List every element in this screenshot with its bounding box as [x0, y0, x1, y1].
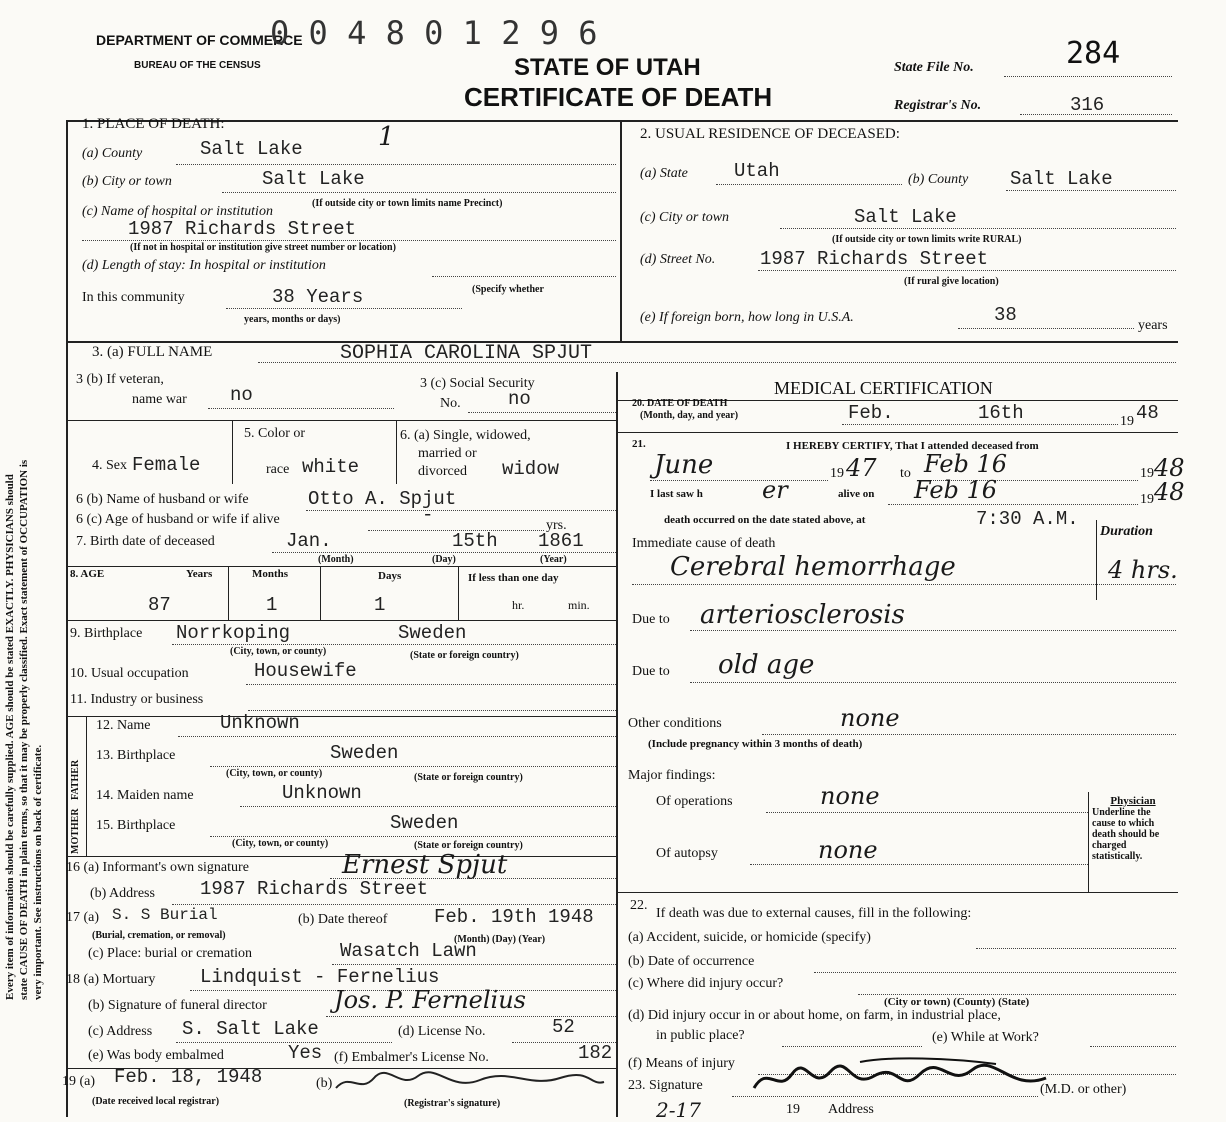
- state-file-number: 284: [1066, 36, 1121, 71]
- signature-date-prefix: 19: [786, 1102, 800, 1117]
- death-date-label-2: (Month, day, and year): [640, 410, 739, 421]
- informant-label: 16 (a) Informant's own signature: [66, 860, 249, 875]
- res-street-note: (If rural give location): [904, 276, 999, 287]
- res-street-value: 1987 Richards Street: [760, 248, 989, 270]
- occurrence-label: (b) Date of occurrence: [628, 954, 755, 969]
- physician-note: Underline the cause to which death should be charged statistically.: [1092, 807, 1160, 862]
- occupation-label: 10. Usual occupation: [70, 666, 189, 681]
- marital-label-2: married or: [418, 446, 477, 461]
- city-note: (If outside city or town limits name Precinct): [312, 198, 503, 209]
- sex-value: Female: [132, 454, 201, 476]
- burial-date-value: Feb. 19th 1948: [434, 906, 594, 928]
- year-note: (Year): [540, 554, 567, 565]
- margin-instructions-3: very important. See instructions on back of certificate.: [32, 744, 44, 1000]
- or-other-label: (M.D. or other): [1040, 1082, 1127, 1097]
- immediate-label: Immediate cause of death: [632, 536, 776, 551]
- race-label: race: [266, 462, 290, 477]
- burial-label: 17 (a): [66, 910, 100, 925]
- autopsy-label: Of autopsy: [656, 846, 718, 861]
- month-note: (Month): [318, 554, 354, 565]
- where-label: (c) Where did injury occur?: [628, 976, 784, 991]
- attended-to: Feb 16: [924, 450, 1008, 478]
- age-years-col: Years: [186, 568, 213, 580]
- external-label: If death was due to external causes, fill in the following:: [656, 906, 972, 921]
- informant-signature: Ernest Spjut: [342, 850, 508, 880]
- frame-left: [66, 120, 68, 1117]
- public-place-label: in public place?: [656, 1028, 745, 1043]
- yrs-label: yrs.: [546, 518, 567, 533]
- spouse-value: Otto A. Spjut: [308, 488, 457, 510]
- foreign-label: (e) If foreign born, how long in U.S.A.: [640, 310, 854, 325]
- father-birthplace-label: 13. Birthplace: [96, 748, 176, 763]
- father-state-note: (State or foreign country): [414, 772, 523, 783]
- operations-value: none: [820, 782, 880, 810]
- color-label: 5. Color or: [244, 426, 306, 441]
- attended-to-prefix: 19: [1140, 466, 1154, 481]
- registrar-sig-label: (b): [316, 1076, 333, 1091]
- informant-address-value: 1987 Richards Street: [200, 878, 429, 900]
- hospital-label: (c) Name of hospital or institution: [82, 204, 273, 219]
- day-note: (Day): [432, 554, 456, 565]
- mortuary-label: 18 (a) Mortuary: [66, 972, 156, 987]
- external-num: 22.: [630, 898, 648, 913]
- other-value: none: [840, 704, 900, 732]
- res-state-value: Utah: [734, 160, 780, 182]
- birth-month: Jan.: [286, 530, 332, 552]
- hr-label: hr.: [512, 598, 525, 612]
- due1-label: Due to: [632, 612, 670, 627]
- registrar-signature-scribble: [330, 1064, 610, 1102]
- alive-prefix: 19: [1140, 492, 1154, 507]
- means-label: (f) Means of injury: [628, 1056, 735, 1071]
- operations-label: Of operations: [656, 794, 733, 809]
- mother-state-note: (State or foreign country): [414, 840, 523, 851]
- res-city-label: (c) City or town: [640, 210, 730, 225]
- age-days-value: 1: [374, 594, 386, 616]
- community-value: 38 Years: [272, 286, 364, 308]
- age-years-value: 87: [148, 594, 171, 616]
- veteran-war-label: name war: [132, 392, 187, 407]
- marital-label-1: 6. (a) Single, widowed,: [400, 428, 531, 443]
- res-city-note: (If outside city or town limits write RURAL): [832, 234, 1022, 245]
- physician-note-title: Physician: [1110, 795, 1156, 807]
- dept-name: DEPARTMENT OF COMMERCE: [96, 32, 303, 48]
- bp-city-note: (City, town, or county): [230, 646, 327, 657]
- death-month-value: Feb.: [848, 402, 894, 424]
- serial-number: 0 0 4 8 0 1 2 9 6: [270, 14, 598, 52]
- res-county-label: (b) County: [908, 172, 969, 187]
- full-name-label: 3. (a) FULL NAME: [92, 344, 213, 360]
- registrar-label: Registrar's No.: [894, 98, 982, 113]
- father-side-label: FATHER: [70, 759, 81, 800]
- embalmer-label: (f) Embalmer's License No.: [334, 1050, 489, 1065]
- sex-label: 4. Sex: [92, 458, 127, 473]
- spouse-age-value: -: [422, 504, 434, 526]
- marital-label-3: divorced: [418, 464, 467, 479]
- mother-side-label: MOTHER: [70, 808, 81, 854]
- father-name-value: Unknown: [220, 712, 300, 734]
- immediate-cause: Cerebral hemorrhage: [670, 552, 956, 582]
- father-name-label: 12. Name: [96, 718, 151, 733]
- margin-instructions-1: Every item of information should be carefully supplied. AGE should be stated EXACTLY. PHYSICIANS should: [4, 474, 16, 1000]
- other-note: (Include pregnancy within 3 months of death): [648, 738, 863, 750]
- specify-note: (Specify whether: [472, 284, 544, 295]
- signature-address-label: Address: [828, 1102, 874, 1117]
- immediate-duration: 4 hrs.: [1108, 556, 1178, 584]
- ss-label: 3 (c) Social Security: [420, 376, 535, 391]
- state-title: STATE OF UTAH: [514, 54, 701, 81]
- major-findings-label: Major findings:: [628, 768, 716, 783]
- death-hospital-value: 1987 Richards Street: [128, 218, 357, 240]
- veteran-label: 3 (b) If veteran,: [76, 372, 164, 387]
- received-note: (Date received local registrar): [92, 1096, 220, 1107]
- place-of-death-heading: 1. PLACE OF DEATH:: [82, 116, 225, 132]
- embalmer-value: 182: [578, 1042, 613, 1064]
- registrar-number: 316: [1070, 94, 1105, 116]
- ss-no-label: No.: [440, 396, 461, 411]
- mort-address-label: (c) Address: [88, 1024, 153, 1039]
- autopsy-value: none: [818, 836, 878, 864]
- age-days-col: Days: [378, 570, 402, 582]
- city-label: (b) City or town: [82, 174, 172, 189]
- alive-on-label: alive on: [838, 488, 875, 500]
- license-label: (d) License No.: [398, 1024, 486, 1039]
- other-label: Other conditions: [628, 716, 722, 731]
- death-year-prefix: 19: [1120, 414, 1134, 429]
- residence-heading: 2. USUAL RESIDENCE OF DECEASED:: [640, 126, 900, 142]
- death-date-label-1: 20. DATE OF DEATH: [632, 398, 728, 409]
- frame-top: [66, 120, 1178, 122]
- injury-home-label: (d) Did injury occur in or about home, on farm, in industrial place,: [628, 1008, 1001, 1023]
- embalmed-label: (e) Was body embalmed: [88, 1048, 224, 1063]
- age-months-col: Months: [252, 568, 289, 580]
- res-state-label: (a) State: [640, 166, 688, 181]
- certify-num: 21.: [632, 438, 646, 450]
- signature-date: 2-17: [656, 1098, 701, 1122]
- alive-on-value: Feb 16: [914, 476, 998, 504]
- industry-label: 11. Industry or business: [70, 692, 204, 707]
- physician-signature-scribble: [750, 1054, 1050, 1104]
- last-saw-value: er: [762, 476, 788, 504]
- divider-h1: [66, 341, 1178, 343]
- certify-text: I HEREBY CERTIFY, That I attended deceased from: [786, 440, 1039, 452]
- alive-year: 48: [1154, 478, 1185, 506]
- res-county-value: Salt Lake: [1010, 168, 1113, 190]
- death-day-value: 16th: [978, 402, 1024, 424]
- veteran-value: no: [230, 384, 253, 406]
- death-city-value: Salt Lake: [262, 168, 365, 190]
- birth-day: 15th: [452, 530, 498, 552]
- embalmed-value: Yes: [288, 1042, 323, 1064]
- received-label: 19 (a): [62, 1074, 96, 1089]
- signature-label: 23. Signature: [628, 1078, 703, 1093]
- informant-address-label: (b) Address: [90, 886, 155, 901]
- bureau-name: BUREAU OF THE CENSUS: [134, 60, 261, 71]
- burial-date-note: (Month) (Day) (Year): [454, 934, 546, 945]
- birth-date-label: 7. Birth date of deceased: [76, 534, 215, 549]
- last-saw-label: I last saw h: [650, 488, 703, 500]
- mother-birthplace-label: 15. Birthplace: [96, 818, 176, 833]
- spouse-label: 6 (b) Name of husband or wife: [76, 492, 249, 507]
- burial-date-label: (b) Date thereof: [298, 912, 388, 927]
- director-signature: Jos. P. Fernelius: [334, 986, 526, 1014]
- burial-value: S. S Burial: [112, 906, 218, 924]
- while-at-work-label: (e) While at Work?: [932, 1030, 1039, 1045]
- birthplace-label: 9. Birthplace: [70, 626, 143, 641]
- attended-from-prefix: 19: [830, 466, 844, 481]
- due2-label: Due to: [632, 664, 670, 679]
- mother-city-note: (City, town, or county): [232, 838, 329, 849]
- margin-instructions-2: state CAUSE OF DEATH in plain terms, so that it may be properly classified. Exact statement of OCCUPATION is: [18, 459, 30, 1000]
- due2-value: old age: [718, 650, 815, 680]
- director-label: (b) Signature of funeral director: [88, 998, 267, 1013]
- birth-year: 1861: [538, 530, 584, 552]
- mother-name-label: 14. Maiden name: [96, 788, 194, 803]
- race-value: white: [302, 456, 360, 478]
- received-value: Feb. 18, 1948: [114, 1066, 263, 1088]
- res-city-value: Salt Lake: [854, 206, 957, 228]
- age-label: 8. AGE: [70, 568, 105, 580]
- city-county-state-note: (City or town) (County) (State): [884, 996, 1030, 1008]
- attended-from-year: 47: [846, 454, 877, 482]
- divider-top: [620, 120, 622, 342]
- accident-label: (a) Accident, suicide, or homicide (specify): [628, 930, 871, 945]
- father-birthplace-value: Sweden: [330, 742, 399, 764]
- occupation-value: Housewife: [254, 660, 357, 682]
- community-label: In this community: [82, 290, 185, 305]
- due1-value: arteriosclerosis: [700, 600, 905, 630]
- res-street-label: (d) Street No.: [640, 252, 716, 267]
- death-year-value: 48: [1136, 402, 1159, 424]
- duration-label: Duration: [1100, 524, 1153, 539]
- full-name-value: SOPHIA CAROLINA SPJUT: [340, 342, 593, 365]
- to-label: to: [900, 466, 911, 481]
- marital-value: widow: [502, 458, 560, 480]
- mort-address-value: S. Salt Lake: [182, 1018, 319, 1040]
- attended-from: June: [654, 450, 714, 480]
- burial-place-label: (c) Place: burial or cremation: [88, 946, 253, 961]
- less-day-col: If less than one day: [468, 572, 559, 584]
- county-label: (a) County: [82, 146, 143, 161]
- spouse-age-label: 6 (c) Age of husband or wife if alive: [76, 512, 280, 527]
- medical-heading: MEDICAL CERTIFICATION: [774, 378, 993, 398]
- burial-note: (Burial, cremation, or removal): [92, 930, 226, 941]
- divider-main: [616, 372, 618, 1117]
- death-time-label: death occurred on the date stated above, at: [664, 514, 866, 526]
- death-county-value: Salt Lake: [200, 138, 303, 160]
- mother-birthplace-value: Sweden: [390, 812, 459, 834]
- burial-place-value: Wasatch Lawn: [340, 940, 477, 962]
- mother-name-value: Unknown: [282, 782, 362, 804]
- stay-label: (d) Length of stay: In hospital or institution: [82, 258, 326, 273]
- license-value: 52: [552, 1016, 575, 1038]
- document-title: CERTIFICATE OF DEATH: [464, 82, 773, 112]
- foreign-value: 38: [994, 304, 1017, 326]
- foreign-years-label: years: [1138, 318, 1168, 333]
- death-time-value: 7:30 A.M.: [976, 508, 1079, 530]
- mortuary-value: Lindquist - Fernelius: [200, 966, 440, 988]
- father-city-note: (City, town, or county): [226, 768, 323, 779]
- hospital-note: (If not in hospital or institution give street number or location): [130, 242, 396, 253]
- community-note: years, months or days): [244, 314, 341, 325]
- ss-value: no: [508, 388, 531, 410]
- birthplace-country: Sweden: [398, 622, 467, 644]
- bp-state-note: (State or foreign country): [410, 650, 519, 661]
- registrar-sig-note: (Registrar's signature): [404, 1098, 501, 1109]
- birthplace-city: Norrkoping: [176, 622, 291, 644]
- state-file-label: State File No.: [894, 60, 974, 75]
- attended-to-year: 48: [1154, 454, 1185, 482]
- min-label: min.: [568, 598, 590, 612]
- age-months-value: 1: [266, 594, 278, 616]
